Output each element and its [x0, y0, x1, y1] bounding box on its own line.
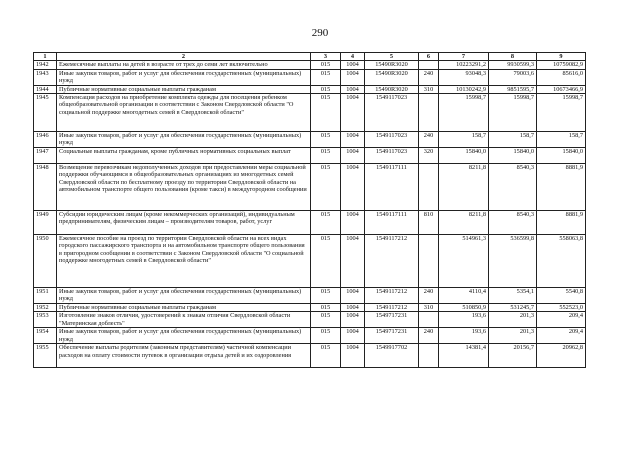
table-cell: 15840,0 [439, 148, 489, 164]
table-cell: 015 [311, 288, 341, 304]
table-cell: 1951 [34, 288, 57, 304]
column-header: 9 [537, 53, 586, 61]
table-cell: 15490R3020 [365, 61, 419, 69]
table-cell: 015 [311, 235, 341, 288]
column-header: 7 [439, 53, 489, 61]
table-cell: 015 [311, 85, 341, 93]
table-row [34, 303, 586, 311]
table-cell: 1549117111 [365, 211, 419, 235]
table-cell: 1945 [34, 94, 57, 132]
table-cell: 1004 [341, 211, 365, 235]
table-cell: Ежемесячное пособие на проезд по территории Свердловской области на всех видах городского пассажирского транспорта и на автомобильном транспорте общего пользования в пригородном сообщении в соответствии с Законом Свердловской области "О социальной поддержке многодетных семей в Свердловской области" [57, 235, 311, 288]
table-cell: 1949 [34, 211, 57, 235]
table-cell: 10223291,2 [439, 61, 489, 69]
table-cell: 1004 [341, 328, 365, 344]
table-cell: 1948 [34, 164, 57, 211]
table-cell: 193,6 [439, 328, 489, 344]
table-cell: 1004 [341, 344, 365, 368]
table-cell: 015 [311, 61, 341, 69]
table-cell: 015 [311, 164, 341, 211]
table-cell: 10759082,9 [537, 61, 586, 69]
table-cell: 209,4 [537, 328, 586, 344]
table-cell [419, 164, 439, 211]
table-cell: 1004 [341, 132, 365, 148]
table-cell: 015 [311, 148, 341, 164]
table-row [34, 328, 586, 344]
table-row [34, 85, 586, 93]
table-cell: 552523,0 [537, 303, 586, 311]
table-cell: 1004 [341, 61, 365, 69]
table-cell: 79003,6 [489, 69, 537, 85]
table-row [34, 288, 586, 304]
column-header: 3 [311, 53, 341, 61]
table-row [34, 211, 586, 235]
table-cell: 240 [419, 288, 439, 304]
table-cell: 1954 [34, 328, 57, 344]
table-cell: 558063,8 [537, 235, 586, 288]
table-cell: Публичные нормативные социальные выплаты гражданам [57, 85, 311, 93]
table-cell: 1004 [341, 148, 365, 164]
table-cell: 1004 [341, 235, 365, 288]
table-cell: 1549917702 [365, 344, 419, 368]
table-cell: 1549117023 [365, 132, 419, 148]
table-cell: 015 [311, 344, 341, 368]
table-cell: 15840,0 [537, 148, 586, 164]
table-cell: Ежемесячные выплаты на детей в возрасте от трех до семи лет включительно [57, 61, 311, 69]
table-cell: 1549117212 [365, 288, 419, 304]
table-row [34, 69, 586, 85]
budget-table [33, 52, 586, 368]
table-cell: Обеспечение выплаты родителям (законным представителям) частичной компенсации расходов на оплату стоимости путевок в организации отдыха детей и их оздоровления [57, 344, 311, 368]
table-cell: Иные закупки товаров, работ и услуг для обеспечения государственных (муниципальных) нужд [57, 132, 311, 148]
table-cell: 514961,3 [439, 235, 489, 288]
column-header: 6 [419, 53, 439, 61]
table-cell: 14381,4 [439, 344, 489, 368]
table-cell: Изготовление знаков отличия, удостоверений к знакам отличия Свердловской области "Материнская доблесть" [57, 312, 311, 328]
table-cell: 810 [419, 211, 439, 235]
table-cell: 1955 [34, 344, 57, 368]
table-cell: 320 [419, 148, 439, 164]
table-cell: 193,6 [439, 312, 489, 328]
table-cell: Возмещение перевозчикам недополученных доходов при предоставлении меры социальной поддержки обучающимся в общеобразовательных организациях из многодетных семей Свердловской области по бесплатному проезду по территории Свердловской области на автомобильном транспорте общего пользования (кроме такси) в междугородном сообщении [57, 164, 311, 211]
table-row [34, 132, 586, 148]
table-cell: 1004 [341, 85, 365, 93]
table-cell [419, 312, 439, 328]
column-header: 2 [57, 53, 311, 61]
table-cell: 5540,8 [537, 288, 586, 304]
table-cell: 240 [419, 328, 439, 344]
table-cell: 158,7 [439, 132, 489, 148]
table-cell: 8540,3 [489, 164, 537, 211]
table-cell: 15998,7 [537, 94, 586, 132]
table-cell: 1004 [341, 312, 365, 328]
table-cell: 20962,8 [537, 344, 586, 368]
table-cell: 201,3 [489, 328, 537, 344]
table-cell: 1549117023 [365, 94, 419, 132]
table-cell: 1004 [341, 288, 365, 304]
table-cell: 1549117212 [365, 235, 419, 288]
table-cell: 8881,9 [537, 164, 586, 211]
table-cell: 1950 [34, 235, 57, 288]
table-cell: 4110,4 [439, 288, 489, 304]
table-cell: 8540,3 [489, 211, 537, 235]
table-cell: 201,3 [489, 312, 537, 328]
page-number: 290 [311, 27, 329, 39]
table-cell: 1004 [341, 303, 365, 311]
table-cell: 158,7 [489, 132, 537, 148]
table-row [34, 164, 586, 211]
table-cell: 10673466,9 [537, 85, 586, 93]
table-cell: 1549717231 [365, 312, 419, 328]
table-row [34, 344, 586, 368]
table-cell: 1549117023 [365, 148, 419, 164]
column-header: 1 [34, 53, 57, 61]
table-cell: 536599,8 [489, 235, 537, 288]
table-cell: 015 [311, 211, 341, 235]
table-cell: Компенсация расходов на приобретение комплекта одежды для посещения ребенком общеобразовательной организации в соответствии с Законом Свердловской области "О социальной поддержке многодетных семей в Свердловской области" [57, 94, 311, 132]
table-cell: 1549717231 [365, 328, 419, 344]
table-cell [419, 344, 439, 368]
table-cell: 20156,7 [489, 344, 537, 368]
table-cell [419, 61, 439, 69]
column-header: 8 [489, 53, 537, 61]
table-cell: 1953 [34, 312, 57, 328]
table-cell: 1947 [34, 148, 57, 164]
table-cell: 015 [311, 303, 341, 311]
table-cell: Социальные выплаты гражданам, кроме публичных нормативных социальных выплат [57, 148, 311, 164]
table-cell: 1004 [341, 164, 365, 211]
table-cell: 1943 [34, 69, 57, 85]
table-cell: 93048,3 [439, 69, 489, 85]
table-row [34, 148, 586, 164]
table-cell: 1952 [34, 303, 57, 311]
table-cell: 15998,7 [489, 94, 537, 132]
table-cell: 8881,9 [537, 211, 586, 235]
table-cell: 015 [311, 312, 341, 328]
table-row [34, 235, 586, 288]
table-cell: 15840,0 [489, 148, 537, 164]
table-cell: 310 [419, 85, 439, 93]
table-cell [419, 235, 439, 288]
table-cell: 1549117212 [365, 303, 419, 311]
table-cell: 85616,0 [537, 69, 586, 85]
table-cell: 1944 [34, 85, 57, 93]
table-row [34, 61, 586, 69]
column-header: 4 [341, 53, 365, 61]
table-cell: 1004 [341, 94, 365, 132]
table-cell: 10130242,9 [439, 85, 489, 93]
table-cell: 158,7 [537, 132, 586, 148]
table-cell: 310 [419, 303, 439, 311]
table-cell: 015 [311, 94, 341, 132]
table-cell: 1004 [341, 69, 365, 85]
table-cell: 209,4 [537, 312, 586, 328]
table-cell: Субсидии юридическим лицам (кроме некоммерческих организаций), индивидуальным предпринимателям, физическим лицам – производителям товаров, работ, услуг [57, 211, 311, 235]
table-cell: 015 [311, 69, 341, 85]
table-row [34, 94, 586, 132]
table-cell: 5354,1 [489, 288, 537, 304]
table-cell [419, 94, 439, 132]
table-cell: 15998,7 [439, 94, 489, 132]
table-cell: 9930599,3 [489, 61, 537, 69]
table-cell: 15490R3020 [365, 85, 419, 93]
table-cell: Публичные нормативные социальные выплаты гражданам [57, 303, 311, 311]
table-cell: 015 [311, 328, 341, 344]
column-header: 5 [365, 53, 419, 61]
table-cell: 015 [311, 132, 341, 148]
table-row [34, 312, 586, 328]
table-cell: Иные закупки товаров, работ и услуг для обеспечения государственных (муниципальных) нужд [57, 328, 311, 344]
table-cell: 240 [419, 132, 439, 148]
table-cell: 8211,8 [439, 164, 489, 211]
table-cell: Иные закупки товаров, работ и услуг для обеспечения государственных (муниципальных) нужд [57, 288, 311, 304]
table-cell: 15490R3020 [365, 69, 419, 85]
header-row [34, 53, 586, 61]
table-cell: 510850,9 [439, 303, 489, 311]
table-cell: 9851595,7 [489, 85, 537, 93]
table-cell: 1549117111 [365, 164, 419, 211]
table-cell: 1946 [34, 132, 57, 148]
table-cell: 8211,8 [439, 211, 489, 235]
table-cell: 531245,7 [489, 303, 537, 311]
table-cell: 240 [419, 69, 439, 85]
table-cell: Иные закупки товаров, работ и услуг для обеспечения государственных (муниципальных) нужд [57, 69, 311, 85]
table-cell: 1942 [34, 61, 57, 69]
